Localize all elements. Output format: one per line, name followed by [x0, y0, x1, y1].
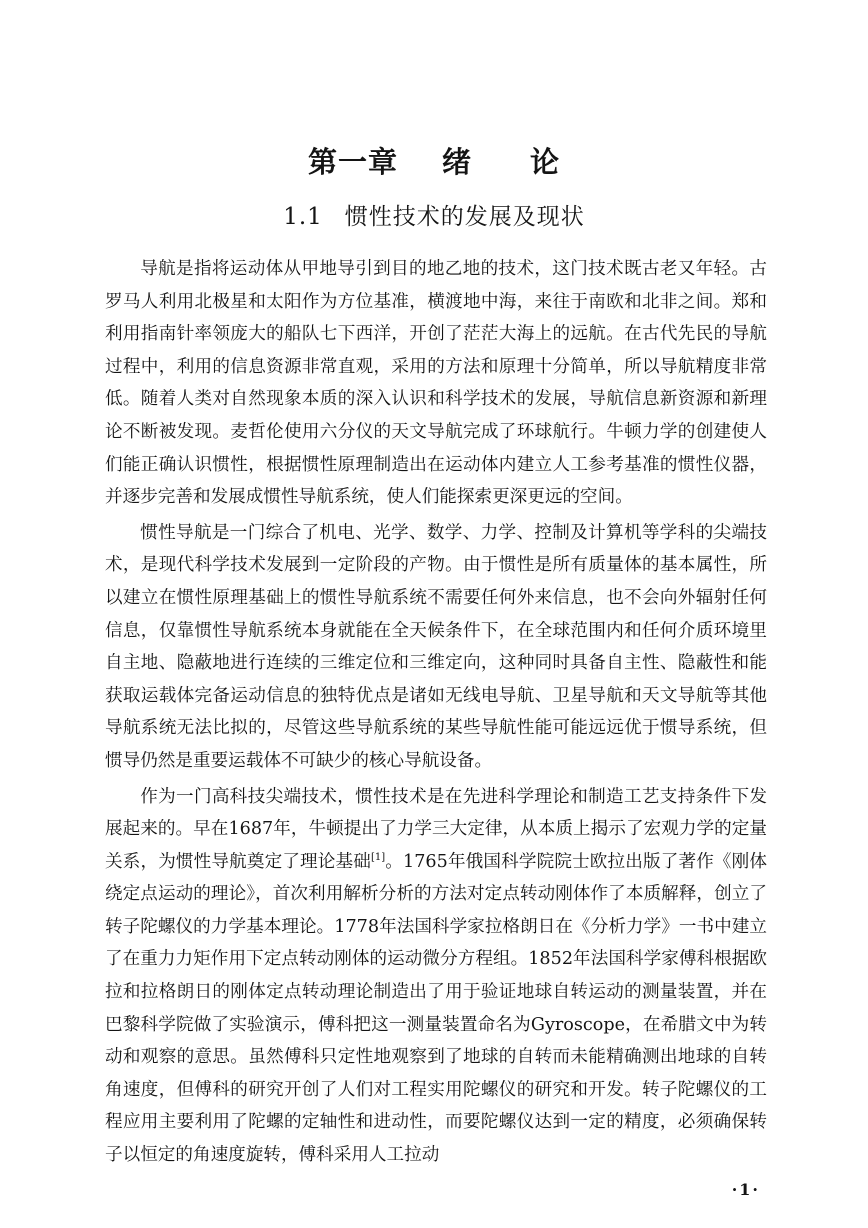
section-number: 1.1 — [283, 204, 323, 230]
citation-reference[interactable]: [1] — [370, 851, 386, 863]
chapter-label: 第一章 — [307, 145, 398, 179]
body-text — [105, 253, 767, 1172]
paragraph-2: 惯性导航是一门综合了机电、光学、数学、力学、控制及计算机等学科的尖端技术，是现代科学技术发展到一定阶段的产物。由于惯性是所有质量体的基本属性，所以建立在惯性原理基础上的惯性导航系统不需要任何外来信息，也不会向外辐射任何信息，仅靠惯性导航系统本身就能在全天候条件下，在全球范围内和任何介质环境里自主地、隐蔽地进行连续的三维定位和三维定向，这种同时具备自主性、隐蔽性和能获取运载体完备运动信息的独特优点是诸如无线电导航、卫星导航和天文导航等其他导航系统无法比拟的，尽管这些导航系统的某些导航性能可能远远优于惯导系统，但惯导仍然是重要运载体不可缺少的核心导航设备。 — [105, 522, 767, 771]
section-heading — [0, 198, 868, 231]
paragraph-3-text-before-ref: 作为一门高科技尖端技术，惯性技术是在先进科学理论和制造工艺支持条件下发展起来的。早在1687年，牛顿提出了力学三大定律，从本质上揭示了宏观力学的定量关系，为惯性导航奠定了理论基础 — [105, 786, 767, 872]
section-title: 惯性技术的发展及现状 — [344, 204, 585, 230]
page-number: ·1· — [731, 1180, 760, 1199]
chapter-title-char-1: 绪 — [441, 145, 472, 179]
paragraph-1: 导航是指将运动体从甲地导引到目的地乙地的技术，这门技术既古老又年轻。古罗马人利用北极星和太阳作为方位基准，横渡地中海，来往于南欧和北非之间。郑和利用指南针率领庞大的船队七下西洋，开创了茫茫大海上的远航。在古代先民的导航过程中，利用的信息资源非常直观，采用的方法和原理十分简单，所以导航精度非常低。随着人类对自然现象本质的深入认识和科学技术的发展，导航信息新资源和新理论不断被发现。麦哲伦使用六分仪的天文导航完成了环球航行。牛顿力学的创建使人们能正确认识惯性，根据惯性原理制造出在运动体内建立人工参考基准的惯性仪器，并逐步完善和发展成惯性导航系统，使人们能探索更深更远的空间。 — [105, 259, 767, 508]
chapter-title — [0, 140, 868, 181]
paragraph-3 — [105, 781, 767, 1172]
paragraph-3-text-after-ref: 。1765年俄国科学院院士欧拉出版了著作《刚体绕定点运动的理论》，首次利用解析分析的方法对定点转动刚体作了本质解释，创立了转子陀螺仪的力学基本理论。1778年法国科学家拉格朗日在《分析力学》一书中建立了在重力力矩作用下定点转动刚体的运动微分方程组。1852年法国科学家傅科根据欧拉和拉格朗日的刚体定点转动理论制造出了用于验证地球自转运动的测量装置，并在巴黎科学院做了实验演示，傅科把这一测量装置命名为Gyroscope，在希腊文中为转动和观察的意思。虽然傅科只定性地观察到了地球的自转而未能精确测出地球的自转角速度，但傅科的研究开创了人们对工程实用陀螺仪的研究和开发。转子陀螺仪的工程应用主要利用了陀螺的定轴性和进动性，而要陀螺仪达到一定的精度，必须确保转子以恒定的角速度旋转，傅科采用人工拉动 — [105, 851, 767, 1166]
chapter-title-char-2: 论 — [530, 145, 561, 179]
